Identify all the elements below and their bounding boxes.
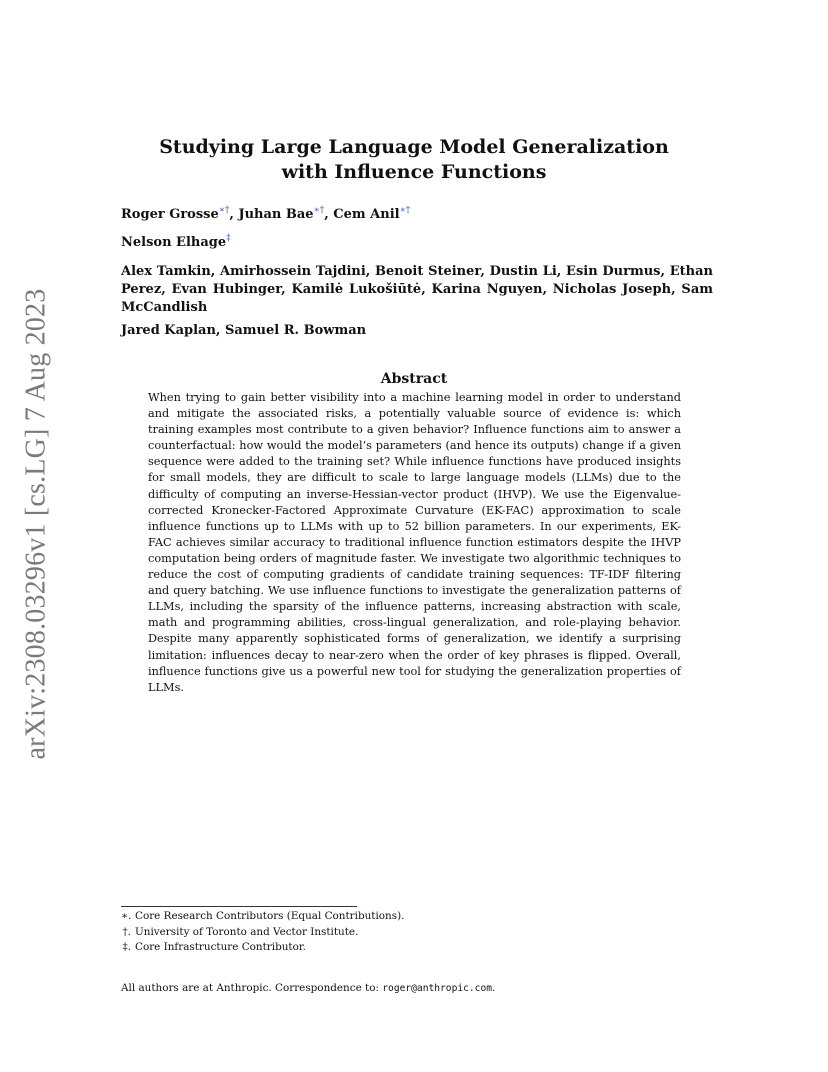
author-name: Roger Grosse [121,207,219,222]
author-separator: , [324,207,334,222]
abstract-body: When trying to gain better visibility into a machine learning model in order to understand and mitigate the associated risks, a potentially valuable source of evidence is: which training examples most contribute to a given behavior? Influence functions aim to answer a counterfactual: how would the model’s parameters (and hence its outputs) change if a given sequence were added to the training set? While influence functions have produced insights for small models, they are difficult to scale to large language models (LLMs) due to the difficulty of computing an inverse-Hessian-vector product (IHVP). We use the Eigenvalue-corrected Kronecker-Factored Approximate Curvature (EK-FAC) approximation to scale influence functions up to LLMs with up to 52 billion parameters. In our experiments, EK-FAC achieves similar accuracy to traditional influence function estimators despite the IHVP computation being orders of magnitude faster. We investigate two algorithmic techniques to reduce the cost of computing gradients of candidate training sequences: TF-IDF filtering and query batching. We use influence functions to investigate the generalization patterns of LLMs, including the sparsity of the influence patterns, increasing abstraction with scale, math and programming abilities, cross-lingual generalization, and role-playing behavior. Despite many apparently sophisticated forms of generalization, we identify a surprising limitation: influences decay to near-zero when the order of key phrases is flipped. Overall, influence functions give us a powerful new tool for studying the generalization properties of LLMs. [148,391,681,694]
author-name: Juhan Bae [238,207,314,222]
footnote-divider [121,906,357,907]
arxiv-identifier-text: arXiv:2308.03296v1 [cs.LG] 7 Aug 2023 [20,288,51,760]
author-group-core-infrastructure [121,234,711,252]
affiliation-end: . [492,982,496,994]
footnote-item [121,925,404,941]
arxiv-identifier-stamp [22,288,50,760]
affiliation-note [121,981,495,996]
author-name: Nelson Elhage [121,235,227,250]
footnote-item [121,909,404,925]
author-affiliation-marks: ∗† [218,205,230,216]
correspondence-email[interactable]: roger@anthropic.com [382,983,493,994]
abstract-heading: Abstract [380,371,448,387]
footnote-text: Core Research Contributors (Equal Contributions). [135,910,405,922]
footnotes [121,909,404,956]
footnote-text: University of Toronto and Vector Institute. [135,925,359,938]
author-affiliation-marks: ‡ [226,233,231,244]
footnote-mark: †. [122,925,131,938]
author-separator: , [229,207,239,222]
footnote-text: Core Infrastructure Contributor. [135,941,306,953]
author-group-senior: Jared Kaplan, Samuel R. Bowman [121,323,367,338]
affiliation-text: All authors are at Anthropic. Correspondence to: [121,982,383,994]
author-affiliation-marks: ∗† [399,205,411,216]
paper-title-line-1: Studying Large Language Model Generalization [159,136,669,158]
author-name: Cem Anil [333,207,400,222]
paper-title [0,135,828,185]
author-group-contributors: Alex Tamkin, Amirhossein Tajdini, Benoit Steiner, Dustin Li, Esin Durmus, Ethan Perez, Evan Hubinger, Kamilė Lukošiūtė, Karina Nguyen, Nicholas Joseph, Sam McCandlish [121,264,713,315]
footnote-mark: ∗. [121,910,132,922]
author-group-core-research [121,206,711,224]
footnote-item [121,940,404,956]
author-affiliation-marks: ∗† [313,205,325,216]
paper-title-line-2: with Influence Functions [281,161,547,183]
footnote-mark: ‡. [122,941,131,953]
